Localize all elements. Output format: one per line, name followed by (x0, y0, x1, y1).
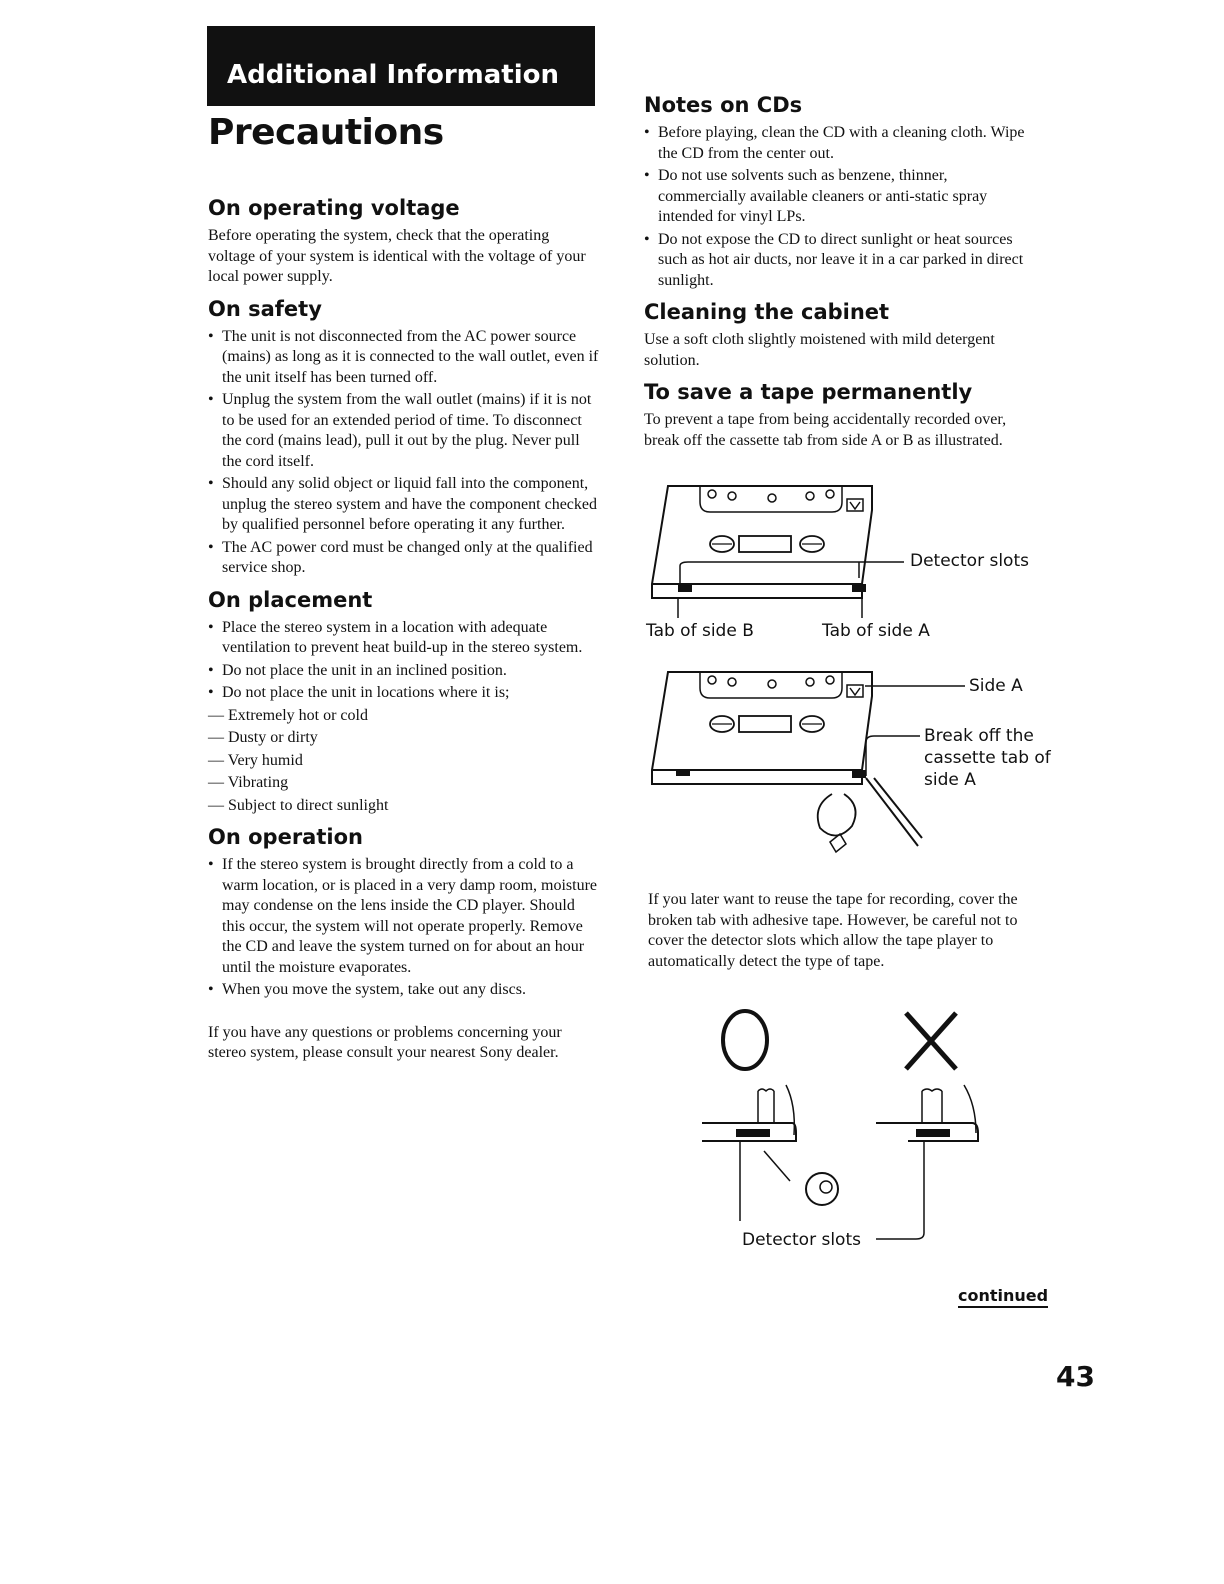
list-item: • Place the stereo system in a location with adequate ventilation to prevent heat build-up in the stereo system. (208, 618, 600, 659)
list-item: • Do not place the unit in locations where it is; (208, 683, 600, 704)
list-item: • Do not use solvents such as benzene, thinner, commercially available cleaners or anti-static spray intended for vinyl LPs. (644, 166, 1036, 228)
list-item: • The AC power cord must be changed only at the qualified service shop. (208, 538, 600, 579)
reuse-text: If you later want to reuse the tape for recording, cover the broken tab with adhesive tape. However, be careful not to cover the detector slots which allow the tape player to automatically detect the type of tape. (648, 891, 1018, 970)
section-banner: Additional Information (207, 26, 595, 106)
label-tab-side-a: Tab of side A (822, 621, 930, 641)
label-break-off-line-1: Break off the (924, 726, 1034, 746)
label-detector-slots-1: Detector slots (910, 551, 1029, 571)
heading-notes-cds: Notes on CDs (644, 93, 803, 117)
label-break-off-line-2: cassette tab of (924, 748, 1051, 768)
list-item: • The unit is not disconnected from the AC power source (mains) as long as it is connected to the wall outlet, even if the unit itself has been turned off. (208, 327, 600, 389)
cassette-figure-2 (640, 666, 940, 866)
list-item: • Do not expose the CD to direct sunlight or heat sources such as hot air ducts, nor leave it in a car parked in direct sunlight. (644, 230, 1036, 292)
placement-list (208, 618, 600, 704)
continued-label: continued (958, 1286, 1048, 1308)
reuse-block (648, 890, 1040, 972)
cabinet-text: Use a soft cloth slightly moistened with mild detergent solution. (644, 331, 995, 369)
page-number: 43 (1056, 1360, 1095, 1393)
left-column (208, 196, 600, 1064)
list-item: • Should any solid object or liquid fall into the component, unplug the stereo system and have the component checked by qualified personnel before operating it any further. (208, 474, 600, 536)
label-tab-side-b: Tab of side B (646, 621, 754, 641)
list-item: • Unplug the system from the wall outlet (mains) if it is not to be used for an extended period of time. To disconnect the cord (mains lead), pull it out by the plug. Never pull the cord itself. (208, 390, 600, 472)
voltage-text: Before operating the system, check that the operating voltage of your system is identical with the voltage of your local power supply. (208, 227, 586, 285)
tape-comparison-figure (700, 1005, 1000, 1245)
list-item: — Vibrating (208, 774, 289, 791)
list-item: — Extremely hot or cold (208, 706, 368, 724)
label-side-a: Side A (969, 676, 1023, 696)
list-item: • If the stereo system is brought directly from a cold to a warm location, or is placed in a very damp room, moisture may condense on the lens inside the CD player. Should this occur, the system will not operate properly. Remove the CD and leave the system turned on for about an hour until the moisture evaporates. (208, 855, 600, 978)
heading-safety: On safety (208, 296, 322, 321)
list-item: • Do not place the unit in an inclined position. (208, 661, 600, 682)
label-detector-slots-2: Detector slots (742, 1230, 861, 1250)
page-title: Precautions (208, 112, 444, 153)
list-item: • When you move the system, take out any discs. (208, 980, 600, 1001)
heading-operating-voltage: On operating voltage (208, 196, 460, 220)
cds-list (644, 123, 1036, 291)
right-column (644, 93, 1036, 451)
list-item: — Dusty or dirty (208, 729, 318, 746)
closing-text: If you have any questions or problems concerning your stereo system, please consult your nearest Sony dealer. (208, 1023, 562, 1061)
safety-list (208, 327, 600, 579)
list-item: • Before playing, clean the CD with a cleaning cloth. Wipe the CD from the center out. (644, 123, 1036, 164)
operation-list (208, 855, 600, 1001)
heading-save-tape: To save a tape permanently (644, 380, 973, 404)
label-break-off-line-3: side A (924, 770, 976, 790)
tape-text: To prevent a tape from being accidentally recorded over, break off the cassette tab from side A or B as illustrated. (644, 411, 1007, 449)
cassette-figure-1 (640, 480, 900, 620)
list-item: — Subject to direct sunlight (208, 796, 389, 814)
heading-placement: On placement (208, 587, 373, 612)
list-item: — Very humid (208, 751, 303, 769)
heading-operation: On operation (208, 825, 363, 849)
heading-cleaning-cabinet: Cleaning the cabinet (644, 300, 890, 324)
placement-sublist (208, 706, 600, 817)
